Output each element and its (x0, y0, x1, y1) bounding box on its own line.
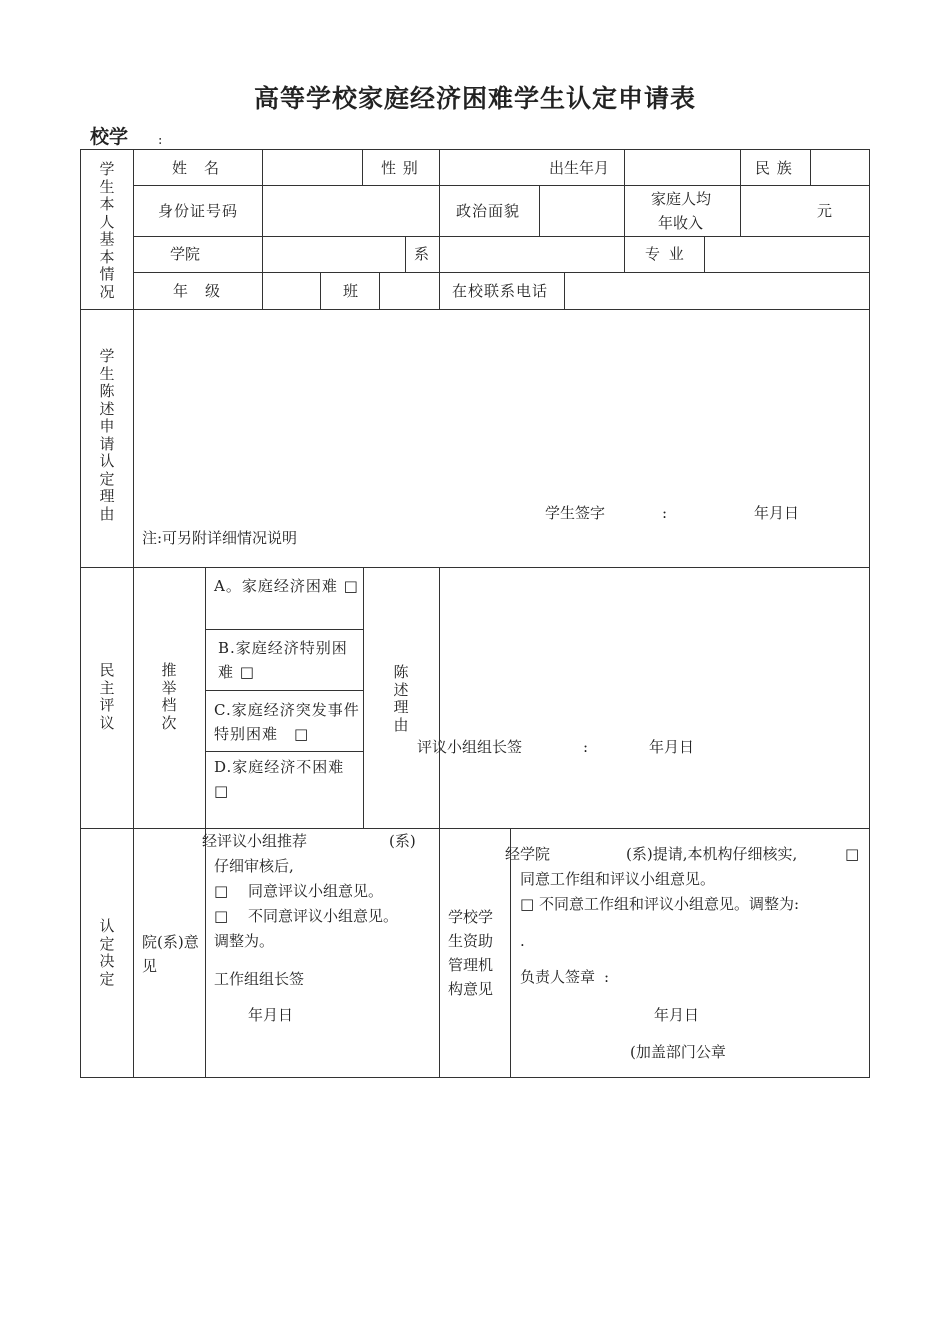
birth-field[interactable] (625, 150, 739, 184)
option-c[interactable]: C.家庭经济突发事件特别困难 □ (214, 701, 360, 743)
gender-label: 性 别 (381, 159, 419, 177)
id-number-field[interactable] (263, 186, 438, 235)
college-line2: 仔细审核后, (214, 857, 294, 875)
grade-field[interactable] (263, 273, 319, 308)
form-title: 高等学校家庭经济困难学生认定申请表 (253, 84, 696, 113)
option-b[interactable]: B.家庭经济特别困难 □ (218, 639, 348, 681)
evaluation-signature-label: 评议小组组长签 (417, 738, 523, 756)
grade-label: 年 级 (173, 282, 222, 300)
school-line1: 经学院 (505, 845, 551, 863)
id-number-label: 身份证号码 (158, 202, 239, 220)
school-date: 年月日 (654, 1006, 700, 1024)
option-a[interactable]: A。家庭经济困难 □ (214, 577, 359, 595)
student-signature-colon: : (662, 504, 668, 522)
department-label: 系 (414, 245, 430, 263)
school-colon: : (158, 133, 163, 148)
department-field[interactable] (440, 237, 623, 271)
statement-text-area[interactable] (140, 316, 862, 496)
major-label: 专 业 (645, 245, 686, 263)
statement-date: 年月日 (754, 504, 800, 522)
phone-field[interactable] (565, 273, 868, 308)
evaluation-signature-colon: : (583, 738, 589, 756)
decision-section-label: 认定决定 (99, 917, 115, 988)
income-field[interactable] (741, 186, 811, 235)
name-label: 姓 名 (172, 159, 221, 177)
college-date: 年月日 (248, 1006, 294, 1024)
gender-field[interactable] (440, 150, 537, 184)
political-status-field[interactable] (540, 186, 623, 235)
class-field[interactable] (380, 273, 438, 308)
college-agree-option[interactable]: □ 同意评议小组意见。 (214, 882, 383, 900)
income-label-line1: 家庭人均 (651, 190, 712, 208)
college-field[interactable] (263, 237, 404, 271)
basic-info-section-label: 学生本人基本情况 (99, 160, 115, 301)
evaluation-date: 年月日 (649, 738, 695, 756)
college-line1-dept: (系) (389, 832, 416, 850)
school-sign-colon: : (604, 968, 610, 986)
school-label: 校学 (90, 126, 129, 148)
statement-section-label: 学生陈述申请认定理由 (99, 347, 115, 523)
college-label: 学院 (170, 245, 201, 263)
phone-label: 在校联系电话 (452, 282, 549, 300)
ethnicity-label: 民 族 (755, 159, 793, 177)
income-unit: 元 (817, 202, 833, 220)
major-field[interactable] (705, 237, 868, 271)
political-status-label: 政治面貌 (456, 202, 521, 220)
ethnicity-field[interactable] (811, 150, 868, 184)
college-sign-label: 工作组组长签 (214, 970, 305, 988)
school-disagree-option[interactable]: □ 不同意工作组和评议小组意见。调整为: (520, 895, 799, 913)
income-label-line2: 年收入 (658, 214, 704, 232)
college-disagree-option[interactable]: □ 不同意评议小组意见。 (214, 907, 398, 925)
school-agree-checkbox[interactable]: □ (845, 845, 860, 863)
school-agree-text: 同意工作组和评议小组意见。 (520, 870, 716, 888)
birth-label: 出生年月 (549, 159, 610, 177)
level-label: 推举档次 (161, 661, 177, 732)
name-field[interactable] (263, 150, 361, 184)
evaluation-section-label: 民主评议 (99, 661, 115, 732)
school-opinion-label: 学校学生资助管理机构意见 (448, 908, 494, 998)
school-adjust-dot: . (520, 932, 525, 950)
class-label: 班 (343, 282, 359, 300)
reason-label: 陈述理由 (393, 663, 409, 734)
school-sign-label: 负责人签章 (520, 968, 596, 986)
student-signature-label: 学生签字 (545, 504, 606, 522)
reason-text-area[interactable] (446, 574, 862, 724)
school-line1-rest: (系)提请,本机构仔细核实, (626, 845, 798, 863)
college-opinion-label: 院(系)意见 (142, 933, 199, 975)
college-line1: 经评议小组推荐 (202, 832, 308, 850)
college-adjust-label: 调整为。 (214, 932, 275, 950)
school-seal-note: (加盖部门公章 (630, 1043, 726, 1061)
statement-note: 注:可另附详细情况说明 (142, 529, 298, 547)
option-d[interactable]: D.家庭经济不困难 □ (214, 758, 345, 800)
